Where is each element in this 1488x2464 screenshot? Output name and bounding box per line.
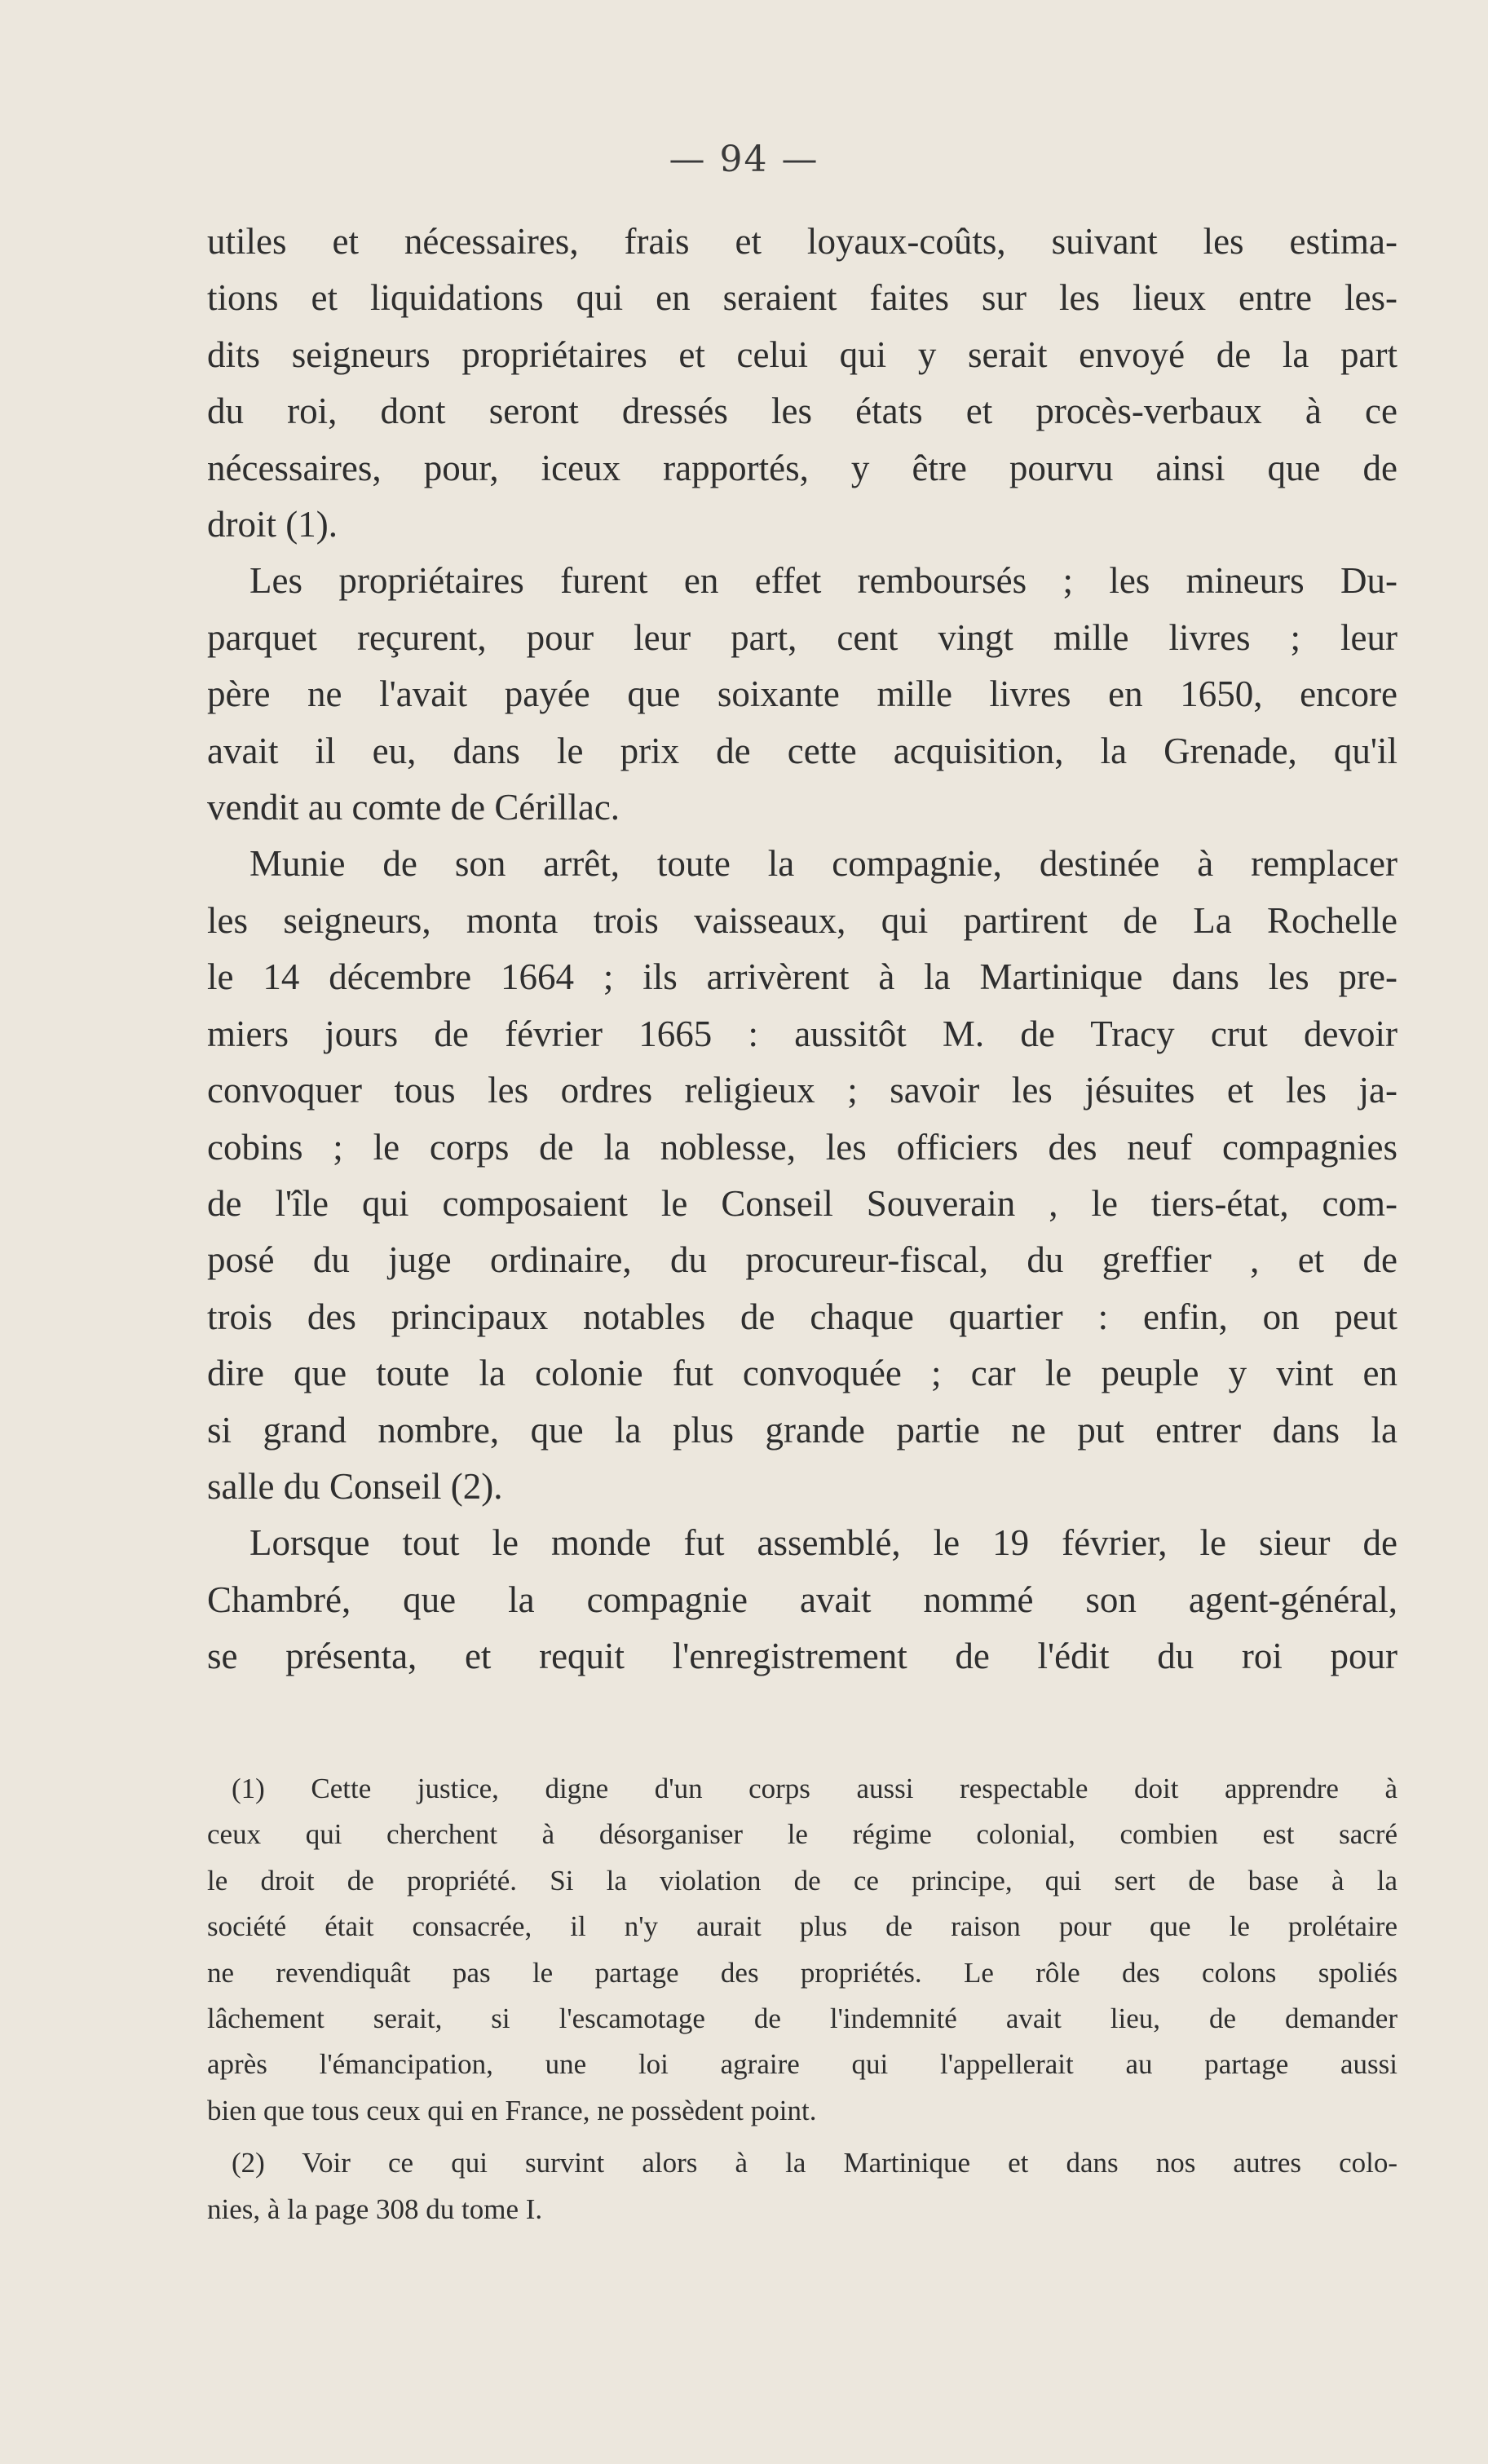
text-line: vendit au comte de Cérillac.: [207, 787, 620, 828]
text-line: si grand nombre, que la plus grande partie ne put entrer dans la: [207, 1409, 1397, 1451]
page-number: — 94 —: [669, 139, 819, 180]
footnote-line: bien que tous ceux qui en France, ne possèdent point.: [207, 2094, 817, 2126]
footnote-line: société était consacrée, il n'y aurait plus de raison pour que le prolétaire: [207, 1910, 1397, 1943]
text-line: avait il eu, dans le prix de cette acquisition, la Grenade, qu'il: [207, 730, 1397, 771]
footnote-line: nies, à la page 308 du tome I.: [207, 2192, 543, 2225]
footnote-line: ceux qui cherchent à désorganiser le régime colonial, combien est sacré: [207, 1818, 1397, 1851]
text-line: trois des principaux notables de chaque quartier : enfin, on peut: [207, 1296, 1397, 1337]
text-line: nécessaires, pour, iceux rapportés, y être pourvu ainsi que de: [207, 447, 1397, 488]
text-line: du roi, dont seront dressés les états et procès-verbaux à ce: [207, 391, 1397, 432]
text-line: salle du Conseil (2).: [207, 1465, 503, 1507]
text-line: de l'île qui composaient le Conseil Souverain , le tiers-état, com-: [207, 1182, 1397, 1224]
footnote-line: le droit de propriété. Si la violation de ce principe, qui sert de base à la: [207, 1864, 1397, 1897]
text-line: Les propriétaires furent en effet remboursés ; les mineurs Du-: [249, 560, 1397, 602]
footnote-1: [207, 1766, 1397, 2134]
footnote-line: après l'émancipation, une loi agraire qui l'appellerait au partage aussi: [207, 2048, 1397, 2081]
text-line: se présenta, et requit l'enregistrement de l'édit du roi pour: [207, 1636, 1397, 1677]
footnote-2: [207, 2140, 1397, 2232]
text-line: le 14 décembre 1664 ; ils arrivèrent à la Martinique dans les pre-: [207, 956, 1397, 998]
text-line: miers jours de février 1665 : aussitôt M. de Tracy crut devoir: [207, 1013, 1397, 1054]
text-line: convoquer tous les ordres religieux ; savoir les jésuites et les ja-: [207, 1070, 1397, 1111]
text-line: Chambré, que la compagnie avait nommé son agent-général,: [207, 1579, 1397, 1620]
text-line: parquet reçurent, pour leur part, cent vingt mille livres ; leur: [207, 616, 1397, 658]
text-line: Munie de son arrêt, toute la compagnie, destinée à remplacer: [249, 843, 1397, 885]
text-line: les seigneurs, monta trois vaisseaux, qui partirent de La Rochelle: [207, 899, 1397, 941]
text-line: tions et liquidations qui en seraient faites sur les lieux entre les-: [207, 277, 1397, 319]
text-line: Lorsque tout le monde fut assemblé, le 19 février, le sieur de: [249, 1522, 1397, 1564]
main-text: [207, 214, 1397, 1685]
text-line: posé du juge ordinaire, du procureur-fiscal, du greffier , et de: [207, 1239, 1397, 1281]
text-line: cobins ; le corps de la noblesse, les officiers des neuf compagnies: [207, 1126, 1397, 1168]
footnote-line: lâchement serait, si l'escamotage de l'indemnité avait lieu, de demander: [207, 2003, 1397, 2035]
footnote-line: ne revendiquât pas le partage des propriétés. Le rôle des colons spoliés: [207, 1956, 1397, 1989]
text-line: utiles et nécessaires, frais et loyaux-coûts, suivant les estima-: [207, 221, 1397, 262]
text-line: dire que toute la colonie fut convoquée ; car le peuple y vint en: [207, 1353, 1397, 1394]
footnote-line: (1) Cette justice, digne d'un corps aussi respectable doit apprendre à: [232, 1773, 1397, 1804]
footnote-line: (2) Voir ce qui survint alors à la Martinique et dans nos autres colo-: [232, 2147, 1397, 2179]
text-line: dits seigneurs propriétaires et celui qui y serait envoyé de la part: [207, 333, 1397, 375]
text-line: droit (1).: [207, 504, 338, 545]
footnotes: [207, 1766, 1397, 2239]
text-line: père ne l'avait payée que soixante mille livres en 1650, encore: [207, 673, 1397, 715]
